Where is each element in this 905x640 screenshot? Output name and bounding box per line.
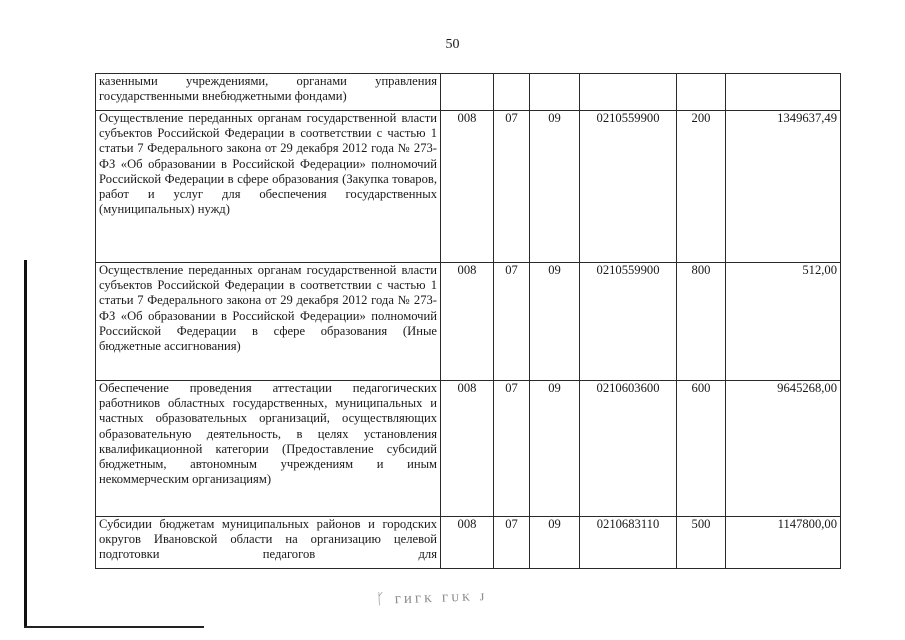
table-row — [96, 111, 841, 263]
amount-value: 9645268,00 — [726, 381, 841, 517]
section-code — [494, 74, 530, 111]
amount-value: 1147800,00 — [726, 517, 841, 569]
expense-type-code: 800 — [677, 263, 726, 381]
amount-value — [726, 74, 841, 111]
table-row — [96, 381, 841, 517]
table-row — [96, 517, 841, 569]
row-description — [96, 517, 441, 569]
subsection-code: 09 — [530, 263, 580, 381]
row-description: Обеспечение проведения аттестации педагогических работников областных государственных, муниципальных и частных образовательных организаций, осуществляющих образовательную деятельность, в целях установления квалификационной категории (Предоставление субсидий бюджетным, автономным учреждениям и иным некоммерческим организациям) — [96, 381, 441, 517]
section-code: 07 — [494, 263, 530, 381]
target-article-code: 0210603600 — [580, 381, 677, 517]
expense-type-code: 600 — [677, 381, 726, 517]
ministry-code: 008 — [441, 111, 494, 263]
expense-type-code — [677, 74, 726, 111]
target-article-code: 0210559900 — [580, 263, 677, 381]
expense-type-code: 200 — [677, 111, 726, 263]
ministry-code — [441, 74, 494, 111]
row-description: Осуществление переданных органам государственной власти субъектов Российской Федерации в соответствии с частью 1 статьи 7 Федерального закона от 29 декабря 2012 года № 273-ФЗ «Об образовании в Российской Федерации» полномочий Российской Федерации в сфере образования (Закупка товаров, работ и услуг для обеспечения государственных (муниципальных) нужд) — [96, 111, 441, 263]
row-description: Осуществление переданных органам государственной власти субъектов Российской Федерации в соответствии с частью 1 статьи 7 Федерального закона от 29 декабря 2012 года № 273-ФЗ «Об образовании в Российской Федерации» полномочий Российской Федерации в сфере образования (Иные бюджетные ассигнования) — [96, 263, 441, 381]
page-number: 50 — [445, 37, 460, 52]
section-code: 07 — [494, 517, 530, 569]
amount-value: 512,00 — [726, 263, 841, 381]
amount-value: 1349637,49 — [726, 111, 841, 263]
ministry-code: 008 — [441, 381, 494, 517]
subsection-code: 09 — [530, 517, 580, 569]
row-description-text: Субсидии бюджетам муниципальных районов и городских округов Ивановской области на организацию целевой подготовки педагогов для — [99, 517, 437, 562]
expense-type-code: 500 — [677, 517, 726, 569]
subsection-code: 09 — [530, 111, 580, 263]
row-description: казенными учреждениями, органами управления государственными внебюджетными фондами) — [96, 74, 441, 111]
section-code: 07 — [494, 111, 530, 263]
scan-bottom-rule — [24, 626, 204, 628]
scan-margin-bar — [24, 260, 27, 628]
subsection-code: 09 — [530, 381, 580, 517]
section-code: 07 — [494, 381, 530, 517]
target-article-code: 0210683110 — [580, 517, 677, 569]
table-row — [96, 74, 841, 111]
target-article-code — [580, 74, 677, 111]
ministry-code: 008 — [441, 263, 494, 381]
budget-table — [95, 73, 841, 569]
ministry-code: 008 — [441, 517, 494, 569]
table-row — [96, 263, 841, 381]
subsection-code — [530, 74, 580, 111]
target-article-code: 0210559900 — [580, 111, 677, 263]
faded-stamp: ᚴ ᴦᴎᴦᴋ ᴦᴜᴋ ᴊ — [375, 588, 488, 608]
